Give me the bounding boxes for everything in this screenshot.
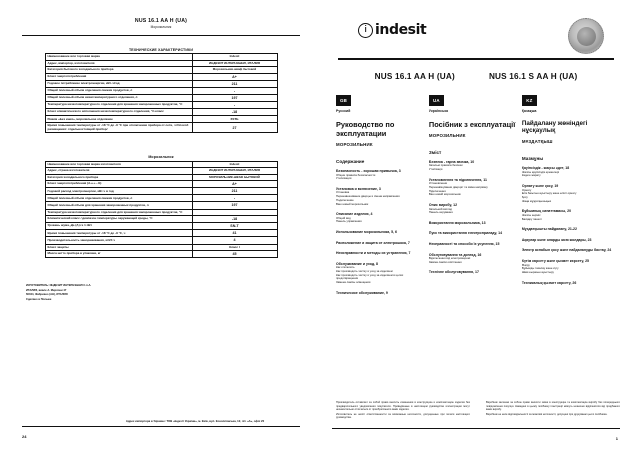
toc-entry[interactable]: Электр аспабын қосу және пайдалануды бастау, 24 bbox=[521, 248, 612, 253]
toc-entry[interactable]: Мұздатқышты пайдалану, 21-22 bbox=[521, 227, 577, 232]
toc-group bbox=[522, 248, 616, 253]
toc-entry[interactable]: Техническое обслуживание, 9 bbox=[336, 290, 388, 295]
spec-label: Уровень шума, дБ (А) re 1 пВт bbox=[45, 223, 192, 230]
spec-label: Температура низкотемпературного отделения для хранения замороженных продуктов, °С bbox=[45, 102, 192, 109]
model-name: NUS 16.1 S AA H (UA) bbox=[488, 72, 578, 81]
toc-entry[interactable]: Бұйымның сипаттамасы, 20 bbox=[521, 209, 572, 214]
spec-table-2-title: Морозильник bbox=[148, 155, 174, 160]
spec-label: Годовой расход электроэнергии, кВт·ч в год bbox=[45, 188, 192, 195]
toc-entry[interactable]: Күтім көрсету және қызмет көрсету, 25 bbox=[521, 259, 589, 263]
spec-label: Класс защиты bbox=[45, 244, 192, 250]
left-page-header bbox=[22, 18, 300, 29]
spec-value: 4 bbox=[192, 237, 277, 244]
toc-group bbox=[336, 241, 423, 246]
toc-subentry[interactable]: Заміна лампи освітлення bbox=[428, 259, 462, 264]
language-name: Українська bbox=[428, 108, 449, 113]
spec-value: 211 bbox=[192, 188, 277, 195]
toc-group bbox=[336, 291, 423, 296]
toc-subentry[interactable]: Ваш новый морозильник bbox=[336, 201, 369, 206]
spec-value: 197 bbox=[192, 202, 277, 209]
toc-list bbox=[429, 160, 516, 275]
spec-table-1-title: ТЕХНИЧЕСКИЕ ХАРАКТЕРИСТИКИ bbox=[128, 47, 194, 52]
toc-entry[interactable]: Неисправности и методы их устранения, 7 bbox=[336, 251, 411, 256]
note-paragraph: Изготовитель не несёт ответственности за возможные неточности, допущенные при печати настоящего руководства. bbox=[336, 412, 470, 420]
toc-subentry[interactable]: Как производить чистку и уход за изделием в целях предотвращения bbox=[336, 272, 404, 281]
spec-value: 27 bbox=[192, 123, 277, 133]
spec-value: 45 bbox=[192, 250, 277, 257]
table-row bbox=[45, 237, 277, 244]
indesit-circle-i-logo-icon bbox=[358, 23, 373, 38]
toc-group bbox=[336, 212, 423, 224]
table-spacer bbox=[22, 133, 300, 155]
toc-subentry[interactable]: Кәдеге жарату bbox=[521, 173, 541, 178]
spec-label: Время повышения температуры от -18 °C до -9 °C, ч bbox=[45, 230, 192, 237]
spec-value: Indesit bbox=[192, 54, 277, 60]
spec-label: Класс энергопотребления (A+++...G) bbox=[45, 181, 192, 188]
toc-subentry[interactable]: Загальні правила безпеки bbox=[428, 163, 463, 168]
toc-entry[interactable]: Установлення та підключення, 11 bbox=[428, 177, 487, 182]
spec-value: A+ bbox=[192, 73, 277, 80]
left-page-footer-rule bbox=[22, 426, 300, 427]
toc-subentry[interactable]: Перенавішування дверцят та зміна напрямку bbox=[428, 184, 488, 189]
certification-seal-icon bbox=[568, 18, 604, 54]
note-paragraph: Производитель оставляет за собой право вносить изменения в конструкцию и комплектацию изделия без предварительного уведомления покупателя. Приведённые в настоящем руководстве иллюстрации могут незначительно отличаться от приобретённого вами изделия. bbox=[336, 401, 470, 411]
toc-group bbox=[522, 166, 616, 178]
manual-title: Руководство по эксплуатации bbox=[336, 119, 395, 138]
toc-subentry[interactable]: Как отключить bbox=[336, 265, 355, 270]
table-row bbox=[45, 181, 277, 188]
toc-subentry[interactable]: Панель управления bbox=[336, 219, 362, 224]
manual-title: Пайдалану жөніндегі нұсқаулық bbox=[521, 119, 588, 135]
toc-group bbox=[429, 231, 516, 236]
toc-subentry[interactable]: Жаңа мұздатқышыңыз bbox=[521, 198, 552, 203]
spec-label: Категория бытового холодильного прибора bbox=[45, 67, 192, 73]
spec-label: Время повышения температуры от -18 °C до -9 °C при отключении прибора от сети, ч /Способ размещения: отдельностоящий прибор/ bbox=[45, 123, 192, 133]
right-page-number: 1 bbox=[615, 436, 618, 441]
table-row bbox=[45, 73, 277, 80]
table-row bbox=[45, 102, 277, 109]
brand-wordmark: indesit bbox=[375, 22, 427, 38]
toc-group bbox=[522, 227, 616, 232]
toc-subentry[interactable]: Підключення bbox=[428, 188, 446, 193]
toc-entry[interactable]: Расположение и защита от электрошока, 7 bbox=[336, 240, 410, 245]
spec-value: - bbox=[192, 195, 277, 202]
toc-list bbox=[522, 166, 616, 285]
toc-group bbox=[429, 160, 516, 172]
toc-subentry[interactable]: Панель керування bbox=[428, 210, 453, 215]
toc-entry[interactable]: Опис виробу, 12 bbox=[428, 202, 458, 207]
spec-label: Общий полезный объём для хранения замороженных продуктов, л bbox=[45, 202, 192, 209]
toc-entry[interactable]: Техникалық қызмет көрсету, 26 bbox=[521, 280, 577, 285]
appliance-name: МҰЗДАТҚЫШ bbox=[521, 139, 553, 145]
spec-label: Наименование или торговая марка изготовителя bbox=[45, 161, 192, 167]
spec-table-2 bbox=[45, 161, 278, 258]
table-row bbox=[45, 80, 277, 87]
toc-heading: Мазмұны bbox=[521, 156, 544, 162]
manual-title: Посібник з експлуатації bbox=[428, 119, 516, 129]
spec-label: Годовое потребление электроэнергии, кВт·ч/год bbox=[45, 80, 192, 87]
toc-group bbox=[336, 262, 423, 285]
right-page-footer-rule bbox=[332, 428, 620, 429]
table-row bbox=[45, 116, 277, 123]
language-name: Русский bbox=[336, 108, 351, 113]
spec-value: 197 bbox=[192, 94, 277, 101]
toc-subentry[interactable]: Бұйымды тазалау және күту bbox=[521, 266, 559, 271]
spec-label: Производительность замораживания, кг/24 ч bbox=[45, 237, 192, 244]
note-paragraph: Виробник залишає за собою право вносити зміни в конструкцію та комплектацію виробу без попереднього повідомлення покупця. Наведені в цьому посібнику ілюстрації можуть незначно відрізнятися від придбаного вами виробу. bbox=[486, 401, 620, 411]
toc-entry[interactable]: Обслуговування та догляд, 16 bbox=[428, 252, 482, 257]
toc-entry[interactable]: Қауіпсіздік - жақсы әдет, 18 bbox=[521, 166, 570, 171]
toc-subentry[interactable]: Подключение bbox=[336, 197, 354, 202]
spec-value: - bbox=[192, 102, 277, 109]
disclaimer-note bbox=[486, 401, 620, 421]
toc-group bbox=[522, 238, 616, 243]
brand-row bbox=[332, 14, 620, 56]
right-page bbox=[318, 0, 636, 449]
toc-entry[interactable]: Використання морозильника, 13 bbox=[428, 220, 486, 225]
disclaimer-notes bbox=[336, 401, 620, 421]
importer-address: Адрес импортера в Украине: ТОВ «Індезіт Україна», м. Київ, вул. Коноплянська, 12, літ. «А», офіс 20 bbox=[125, 419, 265, 423]
spec-label: Категория холодильного прибора bbox=[45, 174, 192, 180]
left-page-header-rule bbox=[22, 35, 300, 36]
spec-table-1 bbox=[45, 53, 278, 133]
toc-subentry[interactable]: Общий вид bbox=[336, 215, 351, 220]
spec-label: Масса нетто прибора в упаковке, кг bbox=[45, 250, 192, 257]
flag-gb-icon: GB bbox=[336, 95, 351, 106]
toc-group bbox=[336, 187, 423, 206]
left-page-model: NUS 16.1 AA H (UA) bbox=[134, 18, 188, 24]
toc-group bbox=[522, 259, 616, 275]
indesit-logo bbox=[358, 22, 426, 38]
toc-entry[interactable]: Описание изделия, 4 bbox=[336, 212, 373, 217]
language-column-gb bbox=[336, 95, 423, 301]
table-row bbox=[45, 202, 277, 209]
toc-group bbox=[429, 270, 516, 275]
table-row bbox=[45, 94, 277, 101]
toc-entry[interactable]: Установка и включение, 3 bbox=[336, 186, 381, 191]
spec-value: ИНДЕЗИТ ИНТЕРНЭШНЛ, ИТАЛИЯ bbox=[192, 60, 277, 66]
table-row bbox=[45, 250, 277, 257]
language-column-kz bbox=[522, 95, 616, 301]
toc-subentry[interactable]: Басқару панелі bbox=[521, 216, 542, 221]
toc-subentry[interactable]: Общие правила безопасности bbox=[336, 172, 376, 177]
spec-value: -18 bbox=[192, 216, 277, 223]
toc-subentry[interactable]: Шам шырағын ауыстыру bbox=[521, 269, 554, 274]
table-row bbox=[45, 216, 277, 223]
toc-entry[interactable]: Орнату және қосу, 19 bbox=[521, 184, 559, 189]
spec-label: Класс энергопотребления bbox=[45, 73, 192, 80]
spec-value: -18 bbox=[192, 109, 277, 116]
toc-subentry[interactable]: Өшіру bbox=[521, 262, 530, 267]
toc-entry[interactable]: Ақаулар және оларды жою жолдары, 23 bbox=[521, 237, 592, 242]
toc-subentry[interactable]: Ваш новий морозильник bbox=[428, 192, 461, 197]
spec-label: Наименование или торговая марка bbox=[45, 54, 192, 60]
spec-value: - bbox=[192, 87, 277, 94]
toc-group bbox=[522, 281, 616, 286]
toc-entry[interactable]: Пуск та використання електроприладу, 14 bbox=[428, 231, 503, 236]
toc-subentry[interactable]: Утилизация bbox=[336, 176, 352, 181]
disclaimer-note bbox=[336, 401, 470, 421]
spec-label: Общий полезный объём отделения свежих продуктов, л bbox=[45, 195, 192, 202]
manufacturer-legal-block bbox=[26, 284, 146, 301]
spec-label: Общий полезный объём низкотемпературного отделения, л bbox=[45, 94, 192, 101]
model-list bbox=[332, 72, 620, 81]
language-column-ua bbox=[429, 95, 516, 301]
toc-subentry[interactable]: Перенавешивание дверцы и смена направления bbox=[336, 194, 400, 199]
toc-heading: Зміст bbox=[428, 149, 442, 155]
toc-heading: Содержание bbox=[336, 159, 365, 164]
toc-entry[interactable]: Безопасность - хорошая привычка, 3 bbox=[336, 169, 401, 173]
table-row bbox=[45, 230, 277, 237]
toc-group bbox=[429, 242, 516, 247]
spec-label: Общий полезный объём отделения свежих продуктов, л bbox=[45, 87, 192, 94]
toc-entry[interactable]: Безпека - гарна звичка, 10 bbox=[428, 159, 475, 164]
spec-value: ИНДЕЗИТ ИНТЕРНЭШНЛ, ИТАЛИЯ bbox=[192, 168, 277, 174]
spec-value: Indesit bbox=[192, 161, 277, 167]
table-row bbox=[45, 87, 277, 94]
toc-entry[interactable]: Несправності та способи їх усунення, 15 bbox=[428, 241, 500, 246]
toc-group bbox=[429, 178, 516, 197]
appliance-name: МОРОЗИЛЬНИК bbox=[428, 132, 466, 138]
spec-value: SN-T bbox=[192, 223, 277, 230]
right-page-header-rule bbox=[338, 58, 614, 60]
toc-entry[interactable]: Обслуживание и уход, 8 bbox=[336, 261, 378, 266]
appliance-name: МОРОЗИЛЬНИК bbox=[336, 142, 373, 147]
spec-label: Класс климатического исполнения низкотемпературного отделения, °С-класс bbox=[45, 109, 192, 116]
toc-subentry[interactable]: Есік бағытын ауыстыру және есікті орнату bbox=[521, 191, 577, 196]
legal-line: Сделано в Польше bbox=[26, 297, 52, 301]
toc-group bbox=[336, 251, 423, 256]
toc-subentry[interactable]: Загальний вигляд bbox=[428, 206, 453, 211]
language-name: Қазақша bbox=[521, 108, 537, 113]
toc-entry[interactable]: Использование морозильника, 5, 6 bbox=[336, 230, 397, 235]
spec-value: Класс I bbox=[192, 244, 277, 250]
toc-list bbox=[336, 169, 423, 295]
flag-kz-icon: KZ bbox=[522, 95, 537, 106]
toc-group bbox=[336, 169, 423, 181]
spec-value: Морозильник-шкаф бытовой bbox=[192, 67, 277, 73]
spec-label: Адрес, страна изготовителя bbox=[45, 168, 192, 174]
toc-group bbox=[336, 230, 423, 235]
spec-value: 211 bbox=[192, 80, 277, 87]
legal-line: ИЗГОТОВИТЕЛЬ: ИНДЕЗИТ ИНТЕРНЭШНЛ С.п.А. bbox=[26, 284, 92, 288]
flag-ua-icon: UA bbox=[429, 95, 444, 106]
table-row bbox=[45, 109, 277, 116]
toc-subentry[interactable]: Установлення bbox=[428, 181, 448, 186]
left-page-number: 24 bbox=[22, 434, 27, 439]
toc-subentry[interactable]: Как производить чистку и уход за изделием bbox=[336, 269, 393, 274]
toc-subentry[interactable]: Замена лампы освещения bbox=[336, 280, 371, 285]
toc-group bbox=[429, 221, 516, 226]
toc-group bbox=[522, 209, 616, 221]
toc-group bbox=[429, 253, 516, 265]
left-page-subtitle: Морозильник bbox=[150, 24, 172, 29]
toc-subentry[interactable]: Жалпы көрініс bbox=[521, 212, 541, 217]
table-row bbox=[45, 123, 277, 133]
toc-subentry[interactable]: Установка bbox=[336, 190, 350, 195]
toc-group bbox=[522, 184, 616, 203]
toc-subentry[interactable]: Жалпы қауіпсіздік ережелері bbox=[521, 169, 560, 174]
table-row bbox=[45, 188, 277, 195]
table-row bbox=[45, 195, 277, 202]
seal-inner-disc bbox=[577, 27, 596, 46]
toc-subentry[interactable]: Відключення від електромережі bbox=[428, 256, 471, 261]
spec-value: A+ bbox=[192, 181, 277, 188]
toc-subentry[interactable]: Орнату bbox=[521, 187, 532, 192]
toc-subentry[interactable]: Утилізація bbox=[428, 166, 443, 171]
spec-value: есть bbox=[192, 116, 277, 123]
spec-label: Режим «Без инея», морозильное отделение bbox=[45, 116, 192, 123]
note-paragraph: Виробник не несе відповідальності за можливі неточності, допущені при друкуванні цього посібника. bbox=[486, 412, 608, 416]
spec-value: МОРОЗИЛЬНИК-ШКАФ БЫТОВОЙ bbox=[192, 174, 277, 180]
spec-label: Климатический класс / диапазон температуры окружающей среды, °С bbox=[45, 216, 192, 223]
toc-subentry[interactable]: Қосу bbox=[521, 195, 528, 200]
legal-line: ИТАЛИЯ, виале А. Мерлони 47 bbox=[26, 288, 67, 292]
spec-label: Температура низкотемпературного отделения для хранения замороженных продуктов, °С bbox=[45, 209, 192, 215]
toc-entry[interactable]: Технічне обслуговування, 17 bbox=[428, 270, 479, 275]
toc-group bbox=[429, 203, 516, 215]
legal-line: 60044, Фабриано (АН), ИТАЛИЯ bbox=[26, 293, 68, 297]
model-name: NUS 16.1 AA H (UA) bbox=[374, 72, 455, 81]
spec-value: 41 bbox=[192, 230, 277, 237]
spec-label: Адрес, импортер, изготовителя bbox=[45, 60, 192, 66]
table-row bbox=[45, 223, 277, 230]
language-columns bbox=[332, 95, 620, 301]
